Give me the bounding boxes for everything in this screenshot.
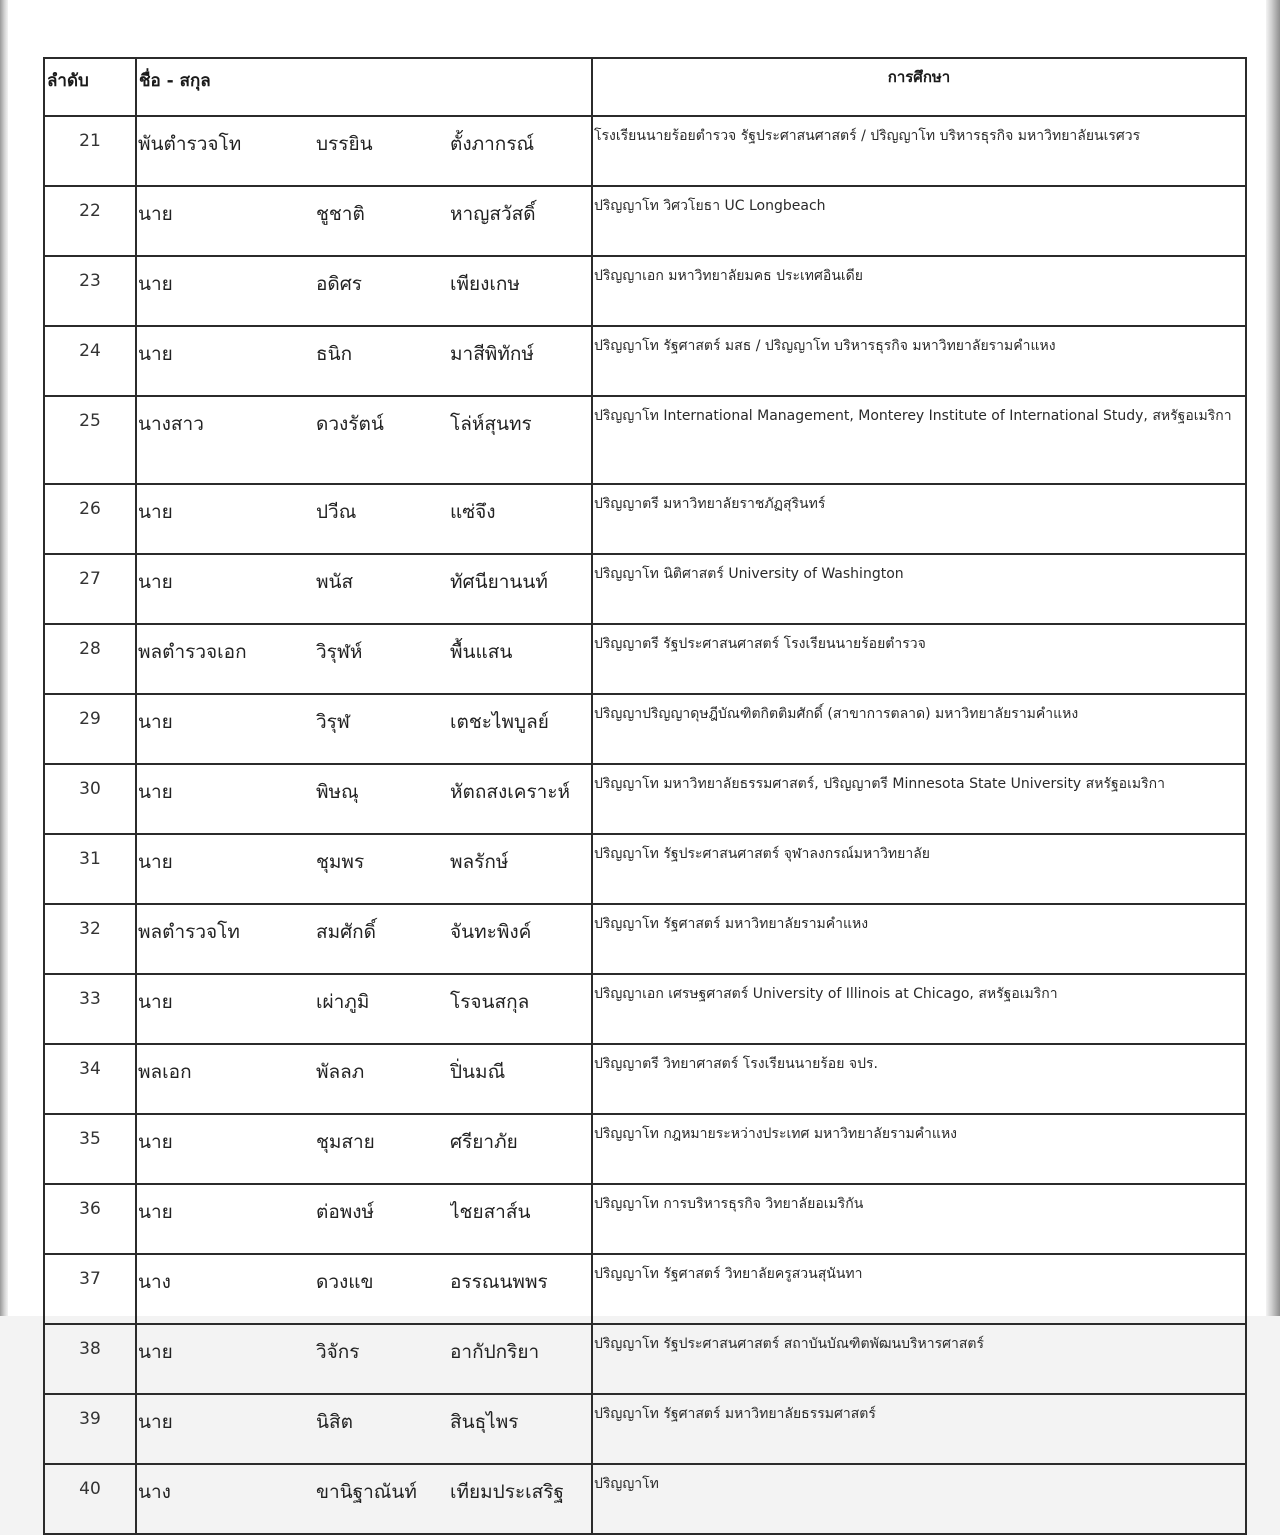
name-line [137, 905, 591, 947]
name-line [137, 765, 591, 807]
table-header-row [44, 58, 1246, 116]
name-title: นาย [138, 781, 173, 803]
page-shadow-right [1266, 0, 1280, 1316]
name-title: พลตำรวจโท [138, 921, 240, 943]
row-name-cell [136, 1184, 592, 1254]
header-cell-no [44, 58, 136, 116]
name-line [137, 1395, 591, 1437]
row-name-cell [136, 1254, 592, 1324]
name-title: นาย [138, 991, 173, 1013]
table-row [44, 624, 1246, 694]
row-name-cell [136, 326, 592, 396]
row-name-cell [136, 834, 592, 904]
name-line [137, 1115, 591, 1157]
name-title: นาย [138, 851, 173, 873]
row-number: 26 [44, 484, 136, 554]
last-name: หาญสวัสดิ์ [450, 203, 536, 225]
row-number: 35 [44, 1114, 136, 1184]
table-row [44, 1464, 1246, 1534]
education-text: ปริญญาโท นิติศาสตร์ University of Washington [594, 566, 904, 582]
row-name-cell [136, 116, 592, 186]
last-name: ทัศนียานนท์ [450, 571, 548, 593]
row-number: 36 [44, 1184, 136, 1254]
table-row [44, 694, 1246, 764]
row-education [592, 694, 1246, 764]
last-name: อรรณนพพร [450, 1271, 548, 1293]
row-name-cell [136, 186, 592, 256]
row-name-cell [136, 1464, 592, 1534]
name-line [137, 975, 591, 1017]
table-row [44, 116, 1246, 186]
row-education [592, 116, 1246, 186]
table-row [44, 186, 1246, 256]
page-shadow-left [0, 0, 8, 1316]
name-line [137, 835, 591, 877]
first-name: ชุมสาย [316, 1131, 375, 1153]
last-name: เพียงเกษ [450, 273, 520, 295]
table-row [44, 1114, 1246, 1184]
first-name: วิรุฬ [316, 711, 350, 733]
first-name: ดวงแข [316, 1271, 374, 1293]
row-education [592, 1184, 1246, 1254]
row-number: 23 [44, 256, 136, 326]
row-number: 38 [44, 1324, 136, 1394]
table-row [44, 396, 1246, 484]
row-number: 40 [44, 1464, 136, 1534]
row-education [592, 186, 1246, 256]
row-education [592, 484, 1246, 554]
table-row [44, 326, 1246, 396]
education-text: โรงเรียนนายร้อยตำรวจ รัฐประศาสนศาสตร์ / ปริญญาโท บริหารธุรกิจ มหาวิทยาลัยนเรศวร [594, 128, 1141, 144]
education-text: ปริญญาโท รัฐศาสตร์ วิทยาลัยครูสวนสุนันทา [594, 1266, 863, 1282]
name-line [137, 1185, 591, 1227]
last-name: มาสีพิทักษ์ [450, 343, 534, 365]
name-title: พันตำรวจโท [138, 133, 242, 155]
first-name: วิรุฬห์ [316, 641, 363, 663]
name-line [137, 257, 591, 299]
table-row [44, 1254, 1246, 1324]
row-number: 32 [44, 904, 136, 974]
row-education [592, 256, 1246, 326]
last-name: อากัปกริยา [450, 1341, 540, 1363]
education-text: ปริญญาโท กฎหมายระหว่างประเทศ มหาวิทยาลัยรามคำแหง [594, 1126, 958, 1142]
name-title: นาย [138, 711, 173, 733]
education-text: ปริญญาโท วิศวโยธา UC Longbeach [594, 198, 826, 214]
row-education [592, 326, 1246, 396]
name-line [137, 1325, 591, 1367]
row-name-cell [136, 1324, 592, 1394]
name-line [137, 327, 591, 369]
name-line [137, 1255, 591, 1297]
row-education [592, 396, 1246, 484]
name-title: นาง [138, 1481, 171, 1503]
education-text: ปริญญาเอก มหาวิทยาลัยมคธ ประเทศอินเดีย [594, 268, 863, 284]
table-row [44, 904, 1246, 974]
last-name: พื้นแสน [450, 641, 513, 663]
row-name-cell [136, 764, 592, 834]
row-name-cell [136, 554, 592, 624]
name-title: นาย [138, 343, 173, 365]
first-name: นิสิต [316, 1411, 353, 1433]
last-name: ปิ่นมณี [450, 1061, 506, 1083]
last-name: เทียมประเสริฐ [450, 1481, 564, 1503]
row-number: 30 [44, 764, 136, 834]
row-number: 21 [44, 116, 136, 186]
row-number: 34 [44, 1044, 136, 1114]
first-name: ธนิก [316, 343, 353, 365]
name-title: พลตำรวจเอก [138, 641, 247, 663]
row-name-cell [136, 1044, 592, 1114]
education-text: ปริญญาตรี วิทยาศาสตร์ โรงเรียนนายร้อย จปร. [594, 1056, 878, 1072]
row-name-cell [136, 396, 592, 484]
first-name: ขานิฐาณันท์ [316, 1481, 417, 1503]
first-name: ชูชาติ [316, 203, 365, 225]
row-name-cell [136, 484, 592, 554]
last-name: ตั้งภากรณ์ [450, 133, 535, 155]
row-education [592, 1254, 1246, 1324]
name-title: นาย [138, 571, 173, 593]
table-row [44, 1044, 1246, 1114]
candidate-table [43, 57, 1247, 1535]
last-name: พลรักษ์ [450, 851, 509, 873]
row-education [592, 1324, 1246, 1394]
row-number: 31 [44, 834, 136, 904]
table-row [44, 1324, 1246, 1394]
row-number: 33 [44, 974, 136, 1044]
row-name-cell [136, 974, 592, 1044]
table-row [44, 974, 1246, 1044]
education-text: ปริญญาโท International Management, Monterey Institute of International Study, สหรัฐอเมริกา [594, 408, 1232, 424]
row-number: 39 [44, 1394, 136, 1464]
row-name-cell [136, 694, 592, 764]
education-text: ปริญญาโท รัฐประศาสนศาสตร์ สถาบันบัณฑิตพัฒนบริหารศาสตร์ [594, 1336, 985, 1352]
first-name: ต่อพงษ์ [316, 1201, 375, 1223]
name-title: พลเอก [138, 1061, 192, 1083]
name-title: นาย [138, 1341, 173, 1363]
row-name-cell [136, 1394, 592, 1464]
education-text: ปริญญาโท การบริหารธุรกิจ วิทยาลัยอเมริกัน [594, 1196, 864, 1212]
name-title: นาย [138, 501, 173, 523]
row-number: 29 [44, 694, 136, 764]
name-title: นางสาว [138, 413, 204, 435]
header-no: ลำดับ [47, 71, 89, 91]
row-name-cell [136, 256, 592, 326]
row-number: 25 [44, 396, 136, 484]
name-line [137, 187, 591, 229]
first-name: พิษณุ [316, 781, 359, 803]
last-name: หัตถสงเคราะห์ [450, 781, 571, 803]
row-education [592, 554, 1246, 624]
row-education [592, 764, 1246, 834]
education-text: ปริญญาโท [594, 1476, 659, 1492]
name-line [137, 397, 591, 439]
education-text: ปริญญาเอก เศรษฐศาสตร์ University of Illinois at Chicago, สหรัฐอเมริกา [594, 986, 1058, 1002]
first-name: สมศักดิ์ [316, 921, 377, 943]
row-number: 27 [44, 554, 136, 624]
name-line [137, 555, 591, 597]
name-line [137, 625, 591, 667]
first-name: เผ่าภูมิ [316, 991, 370, 1013]
name-title: นาย [138, 1411, 173, 1433]
row-education [592, 624, 1246, 694]
row-number: 37 [44, 1254, 136, 1324]
education-text: ปริญญาโท รัฐประศาสนศาสตร์ จุฬาลงกรณ์มหาวิทยาลัย [594, 846, 930, 862]
name-line [137, 695, 591, 737]
name-title: นาย [138, 203, 173, 225]
first-name: บรรยิน [316, 133, 373, 155]
name-line [137, 485, 591, 527]
table-row [44, 1184, 1246, 1254]
row-education [592, 834, 1246, 904]
name-title: นาย [138, 1201, 173, 1223]
table-row [44, 834, 1246, 904]
name-title: นาย [138, 1131, 173, 1153]
first-name: พนัส [316, 571, 354, 593]
education-text: ปริญญาโท รัฐศาสตร์ มหาวิทยาลัยธรรมศาสตร์ [594, 1406, 876, 1422]
table-row [44, 764, 1246, 834]
education-text: ปริญญาปริญญาดุษฎีบัณฑิตกิตติมศักดิ์ (สาขาการตลาด) มหาวิทยาลัยรามคำแหง [594, 706, 1079, 722]
row-number: 28 [44, 624, 136, 694]
header-cell-name [136, 58, 592, 116]
first-name: พัลลภ [316, 1061, 365, 1083]
last-name: สินธุไพร [450, 1411, 519, 1433]
first-name: วิจักร [316, 1341, 360, 1363]
table-row [44, 256, 1246, 326]
first-name: อดิศร [316, 273, 363, 295]
last-name: แซ่จึง [450, 501, 496, 523]
education-text: ปริญญาตรี มหาวิทยาลัยราชภัฏสุรินทร์ [594, 496, 826, 512]
name-line [137, 1465, 591, 1507]
row-number: 24 [44, 326, 136, 396]
education-text: ปริญญาโท รัฐศาสตร์ มหาวิทยาลัยรามคำแหง [594, 916, 869, 932]
row-education [592, 904, 1246, 974]
last-name: โล่ห์สุนทร [450, 413, 532, 435]
first-name: ชุมพร [316, 851, 365, 873]
education-text: ปริญญาโท รัฐศาสตร์ มสธ / ปริญญาโท บริหารธุรกิจ มหาวิทยาลัยรามคำแหง [594, 338, 1056, 354]
name-title: นาง [138, 1271, 171, 1293]
last-name: จันทะพิงค์ [450, 921, 532, 943]
table-row [44, 484, 1246, 554]
name-title: นาย [138, 273, 173, 295]
table-body [44, 116, 1246, 1534]
name-line [137, 117, 591, 159]
last-name: เตชะไพบูลย์ [450, 711, 549, 733]
first-name: ปวีณ [316, 501, 357, 523]
first-name: ดวงรัตน์ [316, 413, 384, 435]
row-name-cell [136, 624, 592, 694]
row-name-cell [136, 904, 592, 974]
row-education [592, 1464, 1246, 1534]
last-name: โรจนสกุล [450, 991, 530, 1013]
row-education [592, 1394, 1246, 1464]
header-education: การศึกษา [887, 68, 951, 86]
header-cell-education [592, 58, 1246, 116]
table-row [44, 1394, 1246, 1464]
row-education [592, 1114, 1246, 1184]
header-name: ชื่อ - สกุล [139, 71, 211, 91]
table-row [44, 554, 1246, 624]
name-line [137, 1045, 591, 1087]
row-number: 22 [44, 186, 136, 256]
education-text: ปริญญาโท มหาวิทยาลัยธรรมศาสตร์, ปริญญาตรี Minnesota State University สหรัฐอเมริกา [594, 776, 1165, 792]
row-education [592, 974, 1246, 1044]
last-name: ไชยสาส์น [450, 1201, 531, 1223]
last-name: ศรียาภัย [450, 1131, 518, 1153]
row-name-cell [136, 1114, 592, 1184]
education-text: ปริญญาตรี รัฐประศาสนศาสตร์ โรงเรียนนายร้อยตำรวจ [594, 636, 926, 652]
row-education [592, 1044, 1246, 1114]
